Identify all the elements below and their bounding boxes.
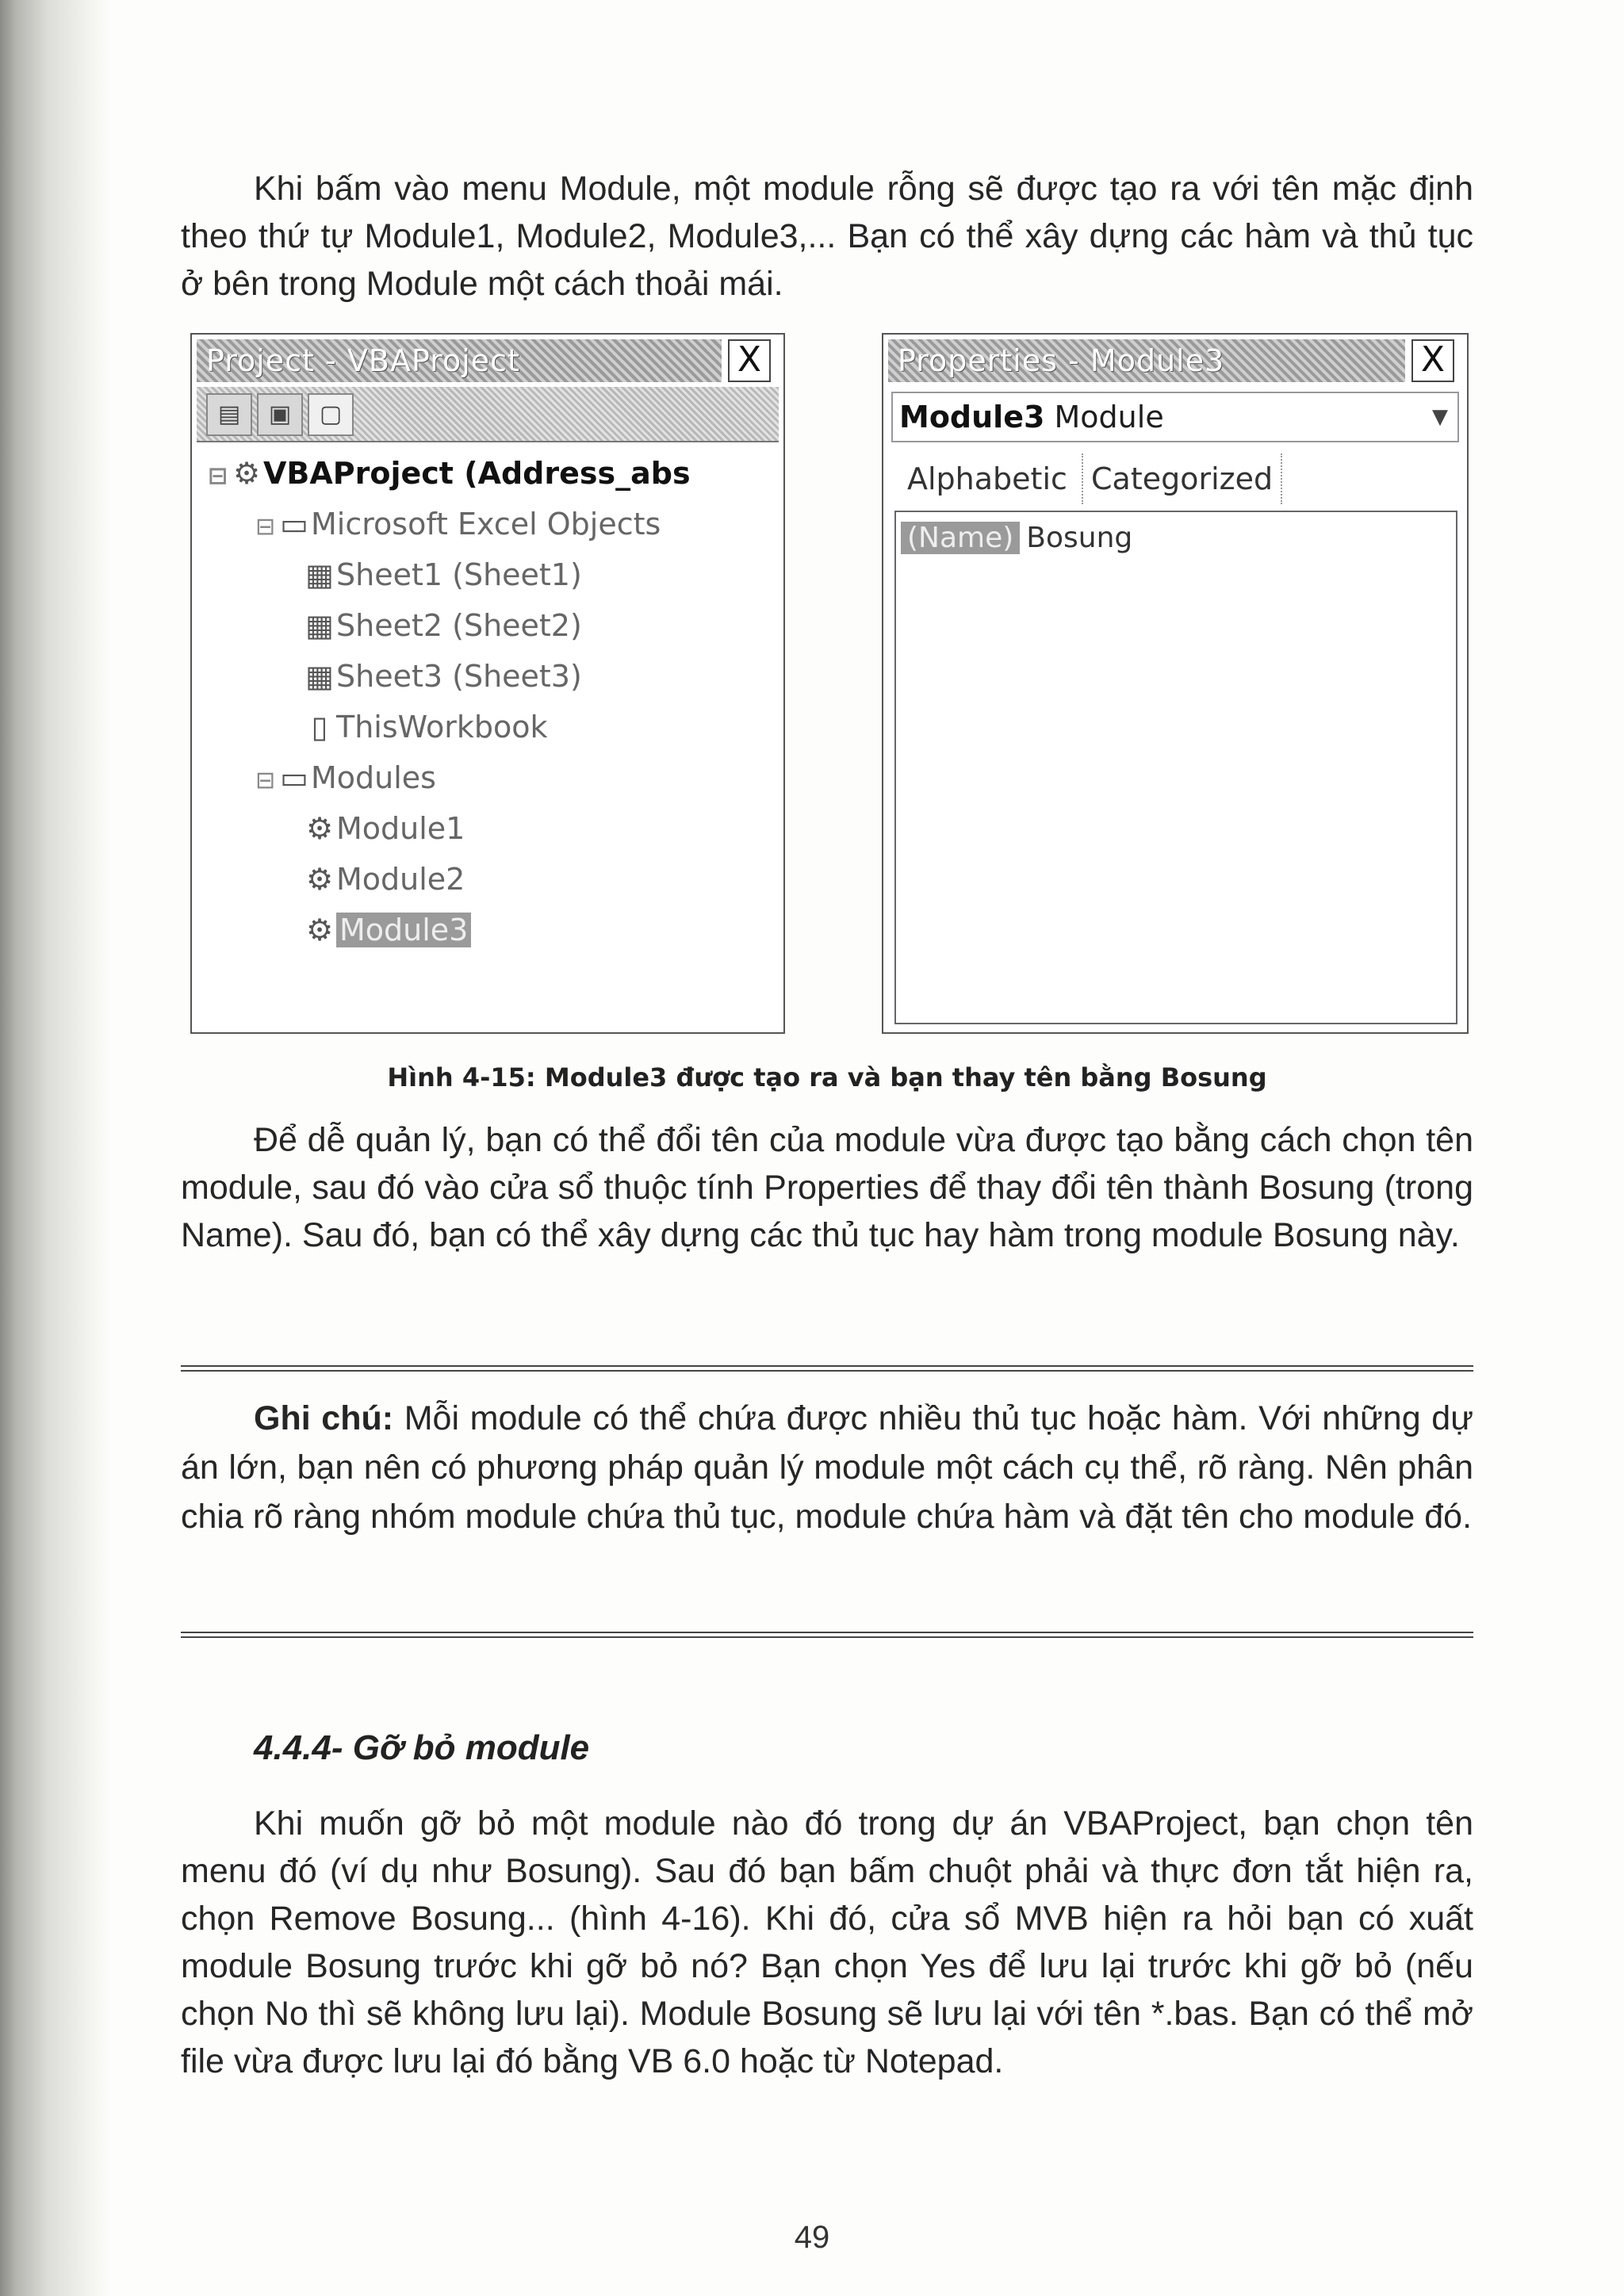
- remove-paragraph: Khi muốn gỡ bỏ một module nào đó trong dự án VBAProject, bạn chọn tên menu đó (ví dụ như Bosung). Sau đó bạn bấm chuột phải và thực đơn tắt hiện ra, chọn Remove Bosung... (hình 4-16). Khi đó, cửa sổ MVB hiện ra hỏi bạn có xuất module Bosung trước khi gỡ bỏ nó? Bạn chọn Yes để lưu lại trước khi gỡ bỏ (nếu chọn No thì sẽ không lưu lại). Module Bosung sẽ lưu lại với tên *.bas. Bạn có thể mở file vừa được lưu lại đó bằng VB 6.0 hoặc từ Notepad.: [181, 1804, 1473, 2080]
- object-selector-dropdown[interactable]: [891, 392, 1459, 442]
- project-window-title: Project - VBAProject: [197, 339, 722, 382]
- properties-close-button[interactable]: X: [1411, 339, 1454, 382]
- property-key: (Name): [901, 522, 1020, 554]
- properties-window-title: Properties - Module3: [888, 339, 1405, 382]
- project-toolbar: [197, 387, 779, 442]
- tree-item[interactable]: [208, 452, 691, 498]
- tree-item-label: VBAProject (Address_abs: [263, 456, 691, 491]
- tree-item[interactable]: [303, 604, 582, 647]
- folder-icon: ▭: [280, 760, 308, 795]
- object-type: Module: [1054, 400, 1164, 434]
- tree-item-label: Sheet1 (Sheet1): [336, 557, 582, 592]
- view-code-button[interactable]: ▤: [206, 393, 252, 436]
- tree-expander-icon[interactable]: ⊟: [255, 513, 276, 541]
- tab-alphabetic[interactable]: Alphabetic: [907, 461, 1067, 496]
- tree-item[interactable]: [303, 706, 548, 748]
- tree-item[interactable]: [255, 756, 436, 802]
- note-paragraph: [181, 1394, 1473, 1541]
- tree-expander-icon[interactable]: ⊟: [255, 767, 276, 794]
- section-heading: 4.4.4- Gỡ bỏ module: [254, 1728, 590, 1767]
- tree-item-label: Module1: [336, 811, 465, 846]
- property-grid: [894, 511, 1457, 1024]
- module-icon: ⚙: [305, 811, 334, 846]
- project-close-button[interactable]: X: [728, 339, 771, 382]
- tree-item[interactable]: [303, 655, 582, 698]
- worksheet-icon: ▦: [305, 608, 334, 643]
- tree-item-label: Sheet2 (Sheet2): [336, 608, 582, 643]
- toggle-folders-button[interactable]: ▢: [308, 393, 354, 436]
- page-binding-edge: [0, 0, 111, 2296]
- tree-item-label: Sheet3 (Sheet3): [336, 659, 582, 694]
- properties-window: [882, 333, 1469, 1034]
- page-number: 49: [794, 2220, 830, 2255]
- property-row-name[interactable]: [901, 519, 1132, 558]
- tree-item[interactable]: [303, 909, 471, 951]
- figure-caption: Hình 4-15: Module3 được tạo ra và bạn thay tên bằng Bosung: [387, 1062, 1267, 1093]
- rename-paragraph: Để dễ quản lý, bạn có thể đổi tên của module vừa được tạo bằng cách chọn tên module, sau đó vào cửa sổ thuộc tính Properties để thay đổi tên thành Bosung (trong Name). Sau đó, bạn có thể xây dựng các thủ tục hay hàm trong module Bosung này.: [181, 1121, 1473, 1254]
- view-object-button[interactable]: ▣: [257, 393, 303, 436]
- object-name: Module3: [899, 400, 1045, 434]
- tree-item-label: Module3: [336, 913, 471, 947]
- worksheet-icon: ▦: [305, 659, 334, 694]
- project-explorer-window: [190, 333, 785, 1034]
- note-label: Ghi chú:: [254, 1399, 394, 1437]
- chevron-down-icon: ▼: [1432, 405, 1448, 429]
- folder-icon: ▭: [280, 507, 308, 541]
- tree-item[interactable]: [303, 553, 582, 596]
- tree-item-label: Microsoft Excel Objects: [311, 507, 661, 541]
- worksheet-icon: ▦: [305, 557, 334, 592]
- tree-item-label: Modules: [311, 760, 436, 795]
- tree-item-label: ThisWorkbook: [336, 710, 548, 744]
- note-bottom-rule: [181, 1632, 1473, 1638]
- tree-item[interactable]: [303, 858, 465, 901]
- tab-categorized[interactable]: Categorized: [1082, 453, 1282, 504]
- module-icon: ⚙: [305, 862, 334, 897]
- intro-paragraph: Khi bấm vào menu Module, một module rỗng sẽ được tạo ra với tên mặc định theo thứ tự Module1, Module2, Module3,... Bạn có thể xây dựng các hàm và thủ tục ở bên trong Module một cách thoải mái.: [181, 170, 1473, 303]
- module-icon: ⚙: [305, 913, 334, 947]
- property-value[interactable]: Bosung: [1026, 522, 1133, 554]
- note-text: Mỗi module có thể chứa được nhiều thủ tục hoặc hàm. Với những dự án lớn, bạn nên có phương pháp quản lý module một cách cụ thể, rõ ràng. Nên phân chia rõ ràng nhóm module chứa thủ tục, module chứa hàm và đặt tên cho module đó.: [181, 1399, 1473, 1536]
- note-top-rule: [181, 1365, 1473, 1372]
- workbook-icon: ▯: [311, 710, 328, 744]
- tree-expander-icon[interactable]: ⊟: [208, 462, 228, 490]
- tree-item[interactable]: [303, 807, 465, 850]
- vba-project-icon: ⚙: [232, 456, 261, 491]
- tree-item[interactable]: [255, 503, 661, 549]
- tree-item-label: Module2: [336, 862, 465, 897]
